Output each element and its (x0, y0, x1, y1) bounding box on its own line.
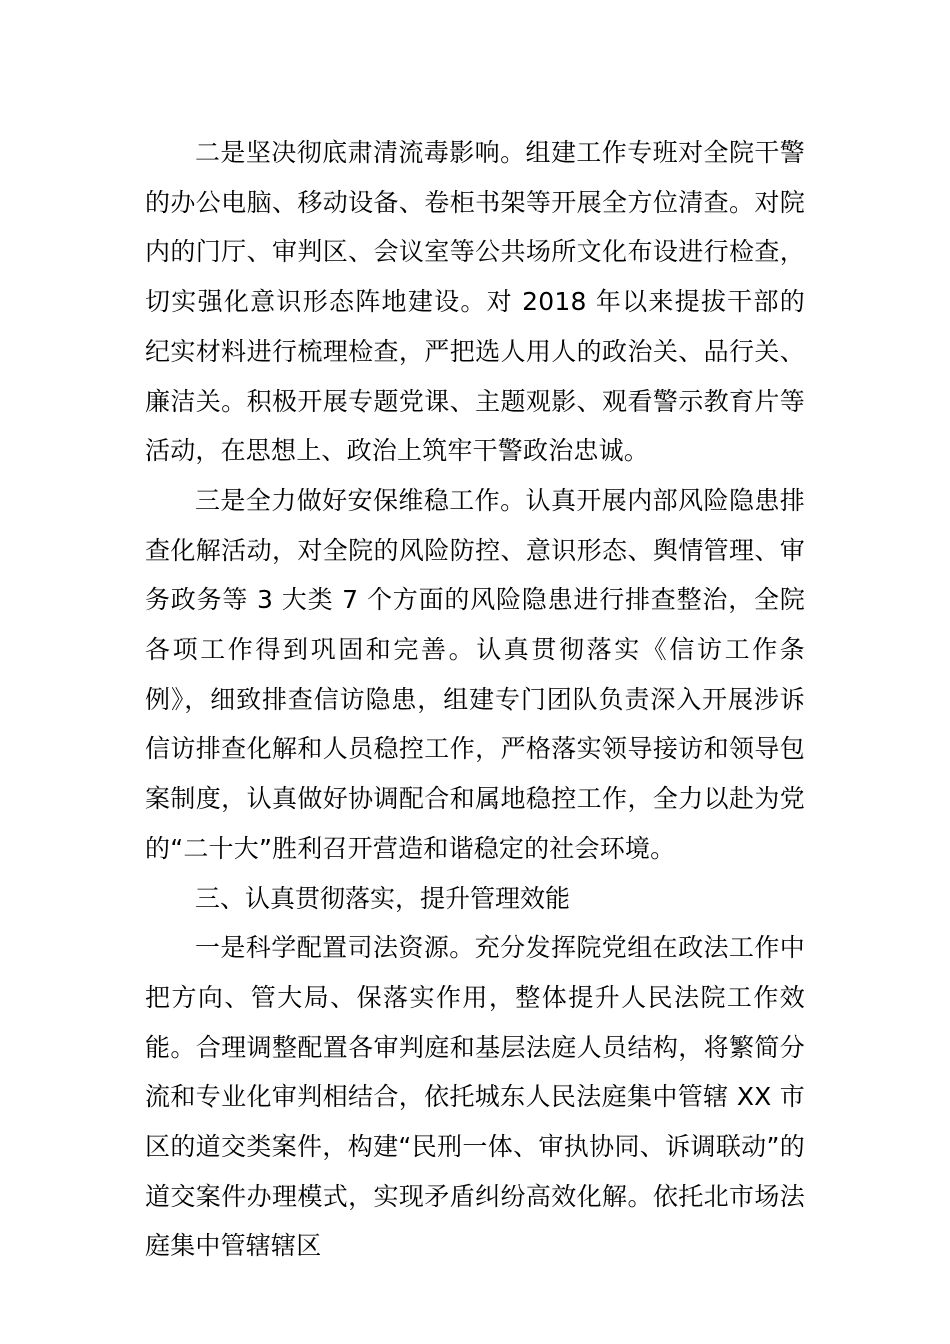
section-heading-management-efficiency: 三、认真贯彻落实，提升管理效能 (195, 883, 571, 913)
paragraph-security-stability: 三是全力做好安保维稳工作。认真开展内部风险隐患排查化解活动，对全院的风险防控、意识形态、舆情管理、审务政务等 3 大类 7 个方面的风险隐患进行排查整治，全院各项工作得到巩固和完善。认真贯彻落实《信访工作条例》，细致排查信访隐患，组建专门团队负责深入开展涉诉信访排查化解和人员稳控工作，严格落实领导接访和领导包案制度，认真做好协调配合和属地稳控工作，全力以赴为党的“二十大”胜利召开营造和谐稳定的社会环境。 (145, 485, 805, 863)
document-body (145, 128, 805, 1271)
paragraph-judicial-resources: 一是科学配置司法资源。充分发挥院党组在政法工作中把方向、管大局、保落实作用，整体提升人民法院工作效能。合理调整配置各审判庭和基层法庭人员结构，将繁简分流和专业化审判相结合，依托城东人民法庭集中管辖 XX 市区的道交类案件，构建“民刑一体、审执协同、诉调联动”的道交案件办理模式，实现矛盾纠纷高效化解。依托北市场法庭集中管辖辖区 (145, 933, 805, 1261)
paragraph-eliminate-influence: 二是坚决彻底肃清流毒影响。组建工作专班对全院干警的办公电脑、移动设备、卷柜书架等开展全方位清查。对院内的门厅、审判区、会议室等公共场所文化布设进行检查，切实强化意识形态阵地建设。对 2018 年以来提拔干部的纪实材料进行梳理检查，严把选人用人的政治关、品行关、廉洁关。积极开展专题党课、主题观影、观看警示教育片等活动，在思想上、政治上筑牢干警政治忠诚。 (145, 138, 805, 466)
